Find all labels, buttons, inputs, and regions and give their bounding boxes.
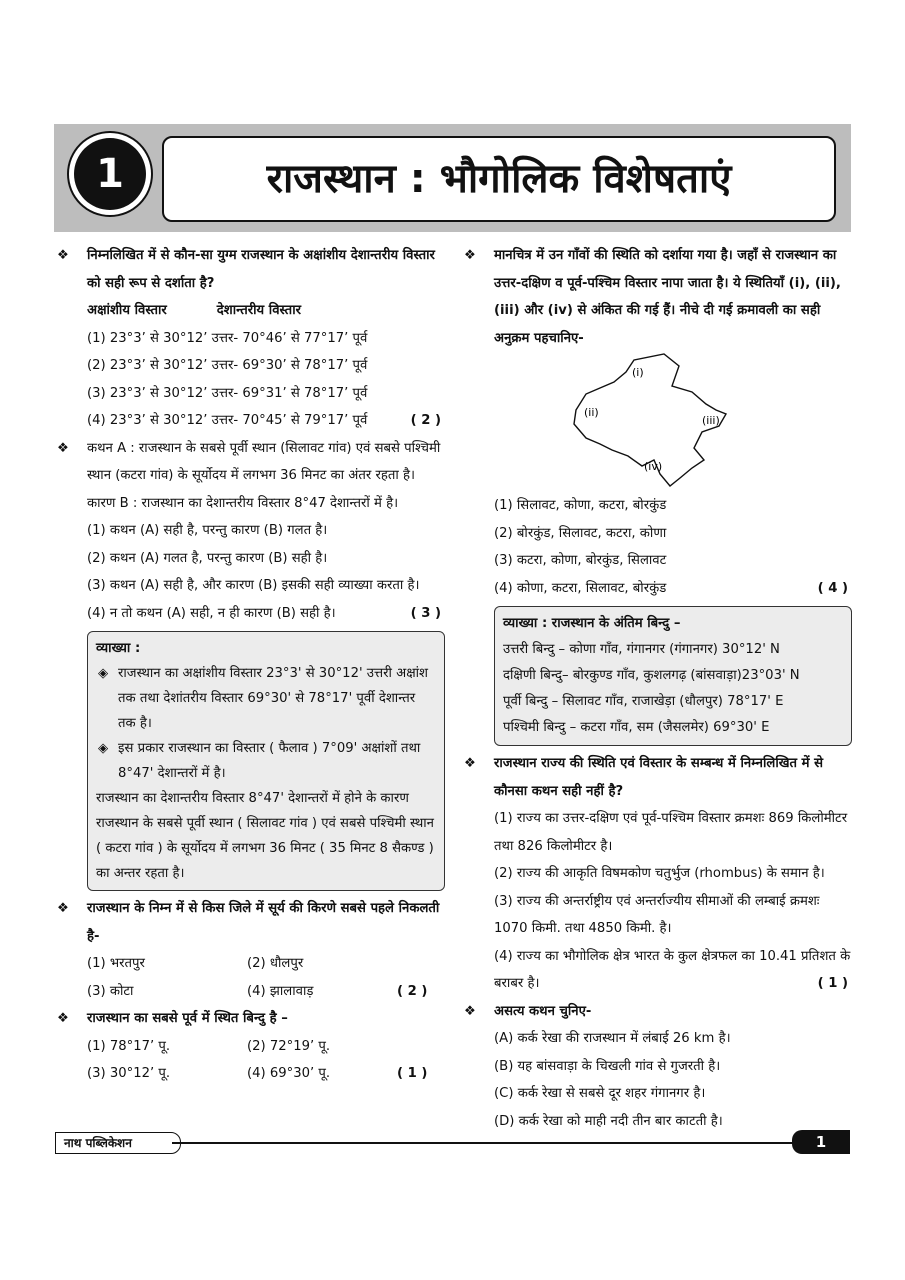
option: (4) न तो कथन (A) सही, न ही कारण (B) सही है। ( 3 ) [55, 600, 445, 628]
option-row: (3) कोटा (4) झालावाड़ ( 2 ) [55, 978, 445, 1006]
footer-divider [172, 1142, 792, 1144]
option: (4) 23°3’ से 30°12’ उत्तर- 70°45’ से 79°17’ पूर्व ( 2 ) [55, 407, 445, 435]
question: ❖ राजस्थान राज्य की स्थिति एवं विस्तार के सम्बन्ध में निम्नलिखित में से कौनसा कथन सही नहीं है? [464, 756, 824, 799]
publisher-label: नाथ पब्लिकेशन [55, 1132, 181, 1154]
option: (4) कोणा, कटरा, सिलावट, बोरकुंड ( 4 ) [462, 575, 852, 603]
question: ❖ राजस्थान के निम्न में से किस जिले में सूर्य की किरणे सबसे पहले निकलती है- [57, 901, 440, 944]
map-label: (i) [632, 366, 644, 379]
answer: ( 1 ) [397, 1066, 428, 1081]
option: (3) कटरा, कोणा, बोरकुंड, सिलावट [494, 553, 667, 568]
option: (1) राज्य का उत्तर-दक्षिण एवं पूर्व-पश्चिम विस्तार क्रमशः 869 किलोमीटर तथा 826 किलोमीटर है। [494, 811, 848, 854]
option: (4) राज्य का भौगोलिक क्षेत्र भारत के कुल क्षेत्रफल का 10.41 प्रतिशत के बराबर है। ( 1 ) [462, 943, 852, 998]
map-outline [494, 352, 824, 492]
option: (3) कथन (A) सही है, और कारण (B) इसकी सही व्याख्या करता है। [87, 578, 420, 593]
answer: ( 1 ) [817, 976, 848, 991]
rajasthan-map [494, 352, 852, 492]
explanation-bullet: ◈ इस प्रकार राजस्थान का विस्तार ( फैलाव ) 7°09' अक्षांशों तथा 8°47' देशान्तरों में है। [96, 736, 436, 786]
question: ❖ कथन A : राजस्थान के सबसे पूर्वी स्थान (सिलावट गांव) एवं सबसे पश्चिमी स्थान (कटरा गांव) के सूर्योदय में लगभग 36 मिनट का अंतर रहता है। [57, 440, 441, 483]
map-label: (iv) [644, 460, 663, 473]
diamond-icon: ◈ [98, 741, 109, 756]
option: (2) राज्य की आकृति विषमकोण चतुर्भुज (rhombus) के समान है। [494, 866, 825, 881]
explanation-paragraph: राजस्थान का देशान्तरीय विस्तार 8°47' देशान्तरों में होने के कारण राजस्थान के सबसे पूर्वी स्थान ( सिलावट गांव ) एवं सबसे पश्चिमी स्थान ( कटरा गांव ) के सूर्योदय में लगभग 36 मिनट ( 35 मिनट 8 सैकण्ड ) का अन्तर रहता है। [96, 791, 435, 881]
option: (1) सिलावट, कोणा, कटरा, बोरकुंड [494, 498, 667, 513]
option: (2) बोरकुंड, सिलावट, कटरा, कोणा [494, 525, 667, 541]
answer: ( 2 ) [410, 413, 441, 428]
answer: ( 4 ) [817, 580, 848, 596]
option: (3) 23°3’ से 30°12’ उत्तर- 69°31’ से 78°17’ पूर्व [87, 385, 368, 401]
reason: कारण B : राजस्थान का देशान्तरीय विस्तार 8°47 देशान्तरों में है। [87, 495, 399, 511]
extreme-point-north: उत्तरी बिन्दु – कोणा गाँव, गंगानगर (गंगानगर) 30°12' N [503, 642, 780, 657]
option-row: (3) 30°12’ पू. (4) 69°30’ पू. ( 1 ) [55, 1060, 445, 1088]
page-number: 1 [792, 1130, 850, 1154]
question: ❖ असत्य कथन चुनिए- [464, 1003, 592, 1019]
chapter-title: राजस्थान : भौगोलिक विशेषताएं [162, 136, 836, 222]
answer: ( 3 ) [410, 605, 441, 621]
option: (1) 23°3’ से 30°12’ उत्तर- 70°46’ से 77°17’ पूर्व [87, 330, 368, 346]
explanation-bullet: ◈ राजस्थान का अक्षांशीय विस्तार 23°3' से 30°12' उत्तरी अक्षांश तक तथा देशांतरीय विस्तार 69°30' से 78°17' पूर्वी देशान्तर तक है। [96, 661, 436, 736]
extreme-point-east: पूर्वी बिन्दु – सिलावट गाँव, राजाखेड़ा (धौलपुर) 78°17' E [503, 694, 784, 709]
option-row: (1) 78°17’ पू. (2) 72°19’ पू. [87, 1038, 331, 1054]
option: (1) कथन (A) सही है, परन्तु कारण (B) गलत है। [87, 523, 328, 538]
option: (3) राज्य की अन्तर्राष्ट्रीय एवं अन्तर्राज्यीय सीमाओं की लम्बाई क्रमशः 1070 किमी. तथा 4850 किमी. है। [494, 893, 820, 936]
map-label: (iii) [702, 414, 720, 427]
question: ❖ राजस्थान का सबसे पूर्व में स्थित बिन्दु है – [57, 1011, 288, 1026]
statement: (D) कर्क रेखा को माही नदी तीन बार काटती है। [494, 1113, 723, 1129]
option: (2) 23°3’ से 30°12’ उत्तर- 69°30’ से 78°17’ पूर्व [87, 358, 368, 373]
extreme-point-west: पश्चिमी बिन्दु – कटरा गाँव, सम (जैसलमेर) 69°30' E [503, 720, 770, 735]
question: ❖ मानचित्र में उन गाँवों की स्थिति को दर्शाया गया है। जहाँ से राजस्थान का उत्तर-दक्षिण व पूर्व-पश्चिम विस्तार नापा जाता है। ये स्थितियाँ (i), (ii), (iii) और (iv) से अंकित की गई हैं। नीचे दी गई क्रमावली का सही अनुक्रम पहचानिए- [464, 248, 841, 346]
option-row: (1) भरतपुर (2) धौलपुर [87, 956, 304, 971]
left-column [55, 242, 445, 1088]
chapter-header [54, 124, 851, 232]
explanation-box [494, 606, 852, 746]
statement: (A) कर्क रेखा की राजस्थान में लंबाई 26 km है। [494, 1031, 731, 1046]
column-headers: अक्षांशीय विस्तार देशान्तरीय विस्तार [87, 303, 301, 318]
map-label: (ii) [584, 406, 599, 419]
option: (2) कथन (A) गलत है, परन्तु कारण (B) सही है। [87, 550, 328, 566]
answer: ( 2 ) [397, 983, 428, 999]
explanation-title: व्याख्या : [96, 641, 141, 656]
explanation-title: व्याख्या : राजस्थान के अंतिम बिन्दु – [503, 616, 681, 631]
chapter-number: 1 [74, 138, 146, 210]
question: ❖ निम्नलिखित में से कौन-सा युग्म राजस्थान के अक्षांशीय देशान्तरीय विस्तार को सही रूप से दर्शाता है? [57, 248, 435, 291]
diamond-icon: ◈ [98, 666, 109, 681]
statement: (C) कर्क रेखा से सबसे दूर शहर गंगानगर है। [494, 1086, 706, 1101]
statement: (B) यह बांसवाड़ा के चिखली गांव से गुजरती है। [494, 1058, 721, 1074]
extreme-point-south: दक्षिणी बिन्दु– बोरकुण्ड गाँव, कुशलगढ़ (बांसवाड़ा)23°03' N [503, 668, 800, 683]
explanation-box [87, 631, 445, 891]
right-column [462, 242, 852, 1135]
